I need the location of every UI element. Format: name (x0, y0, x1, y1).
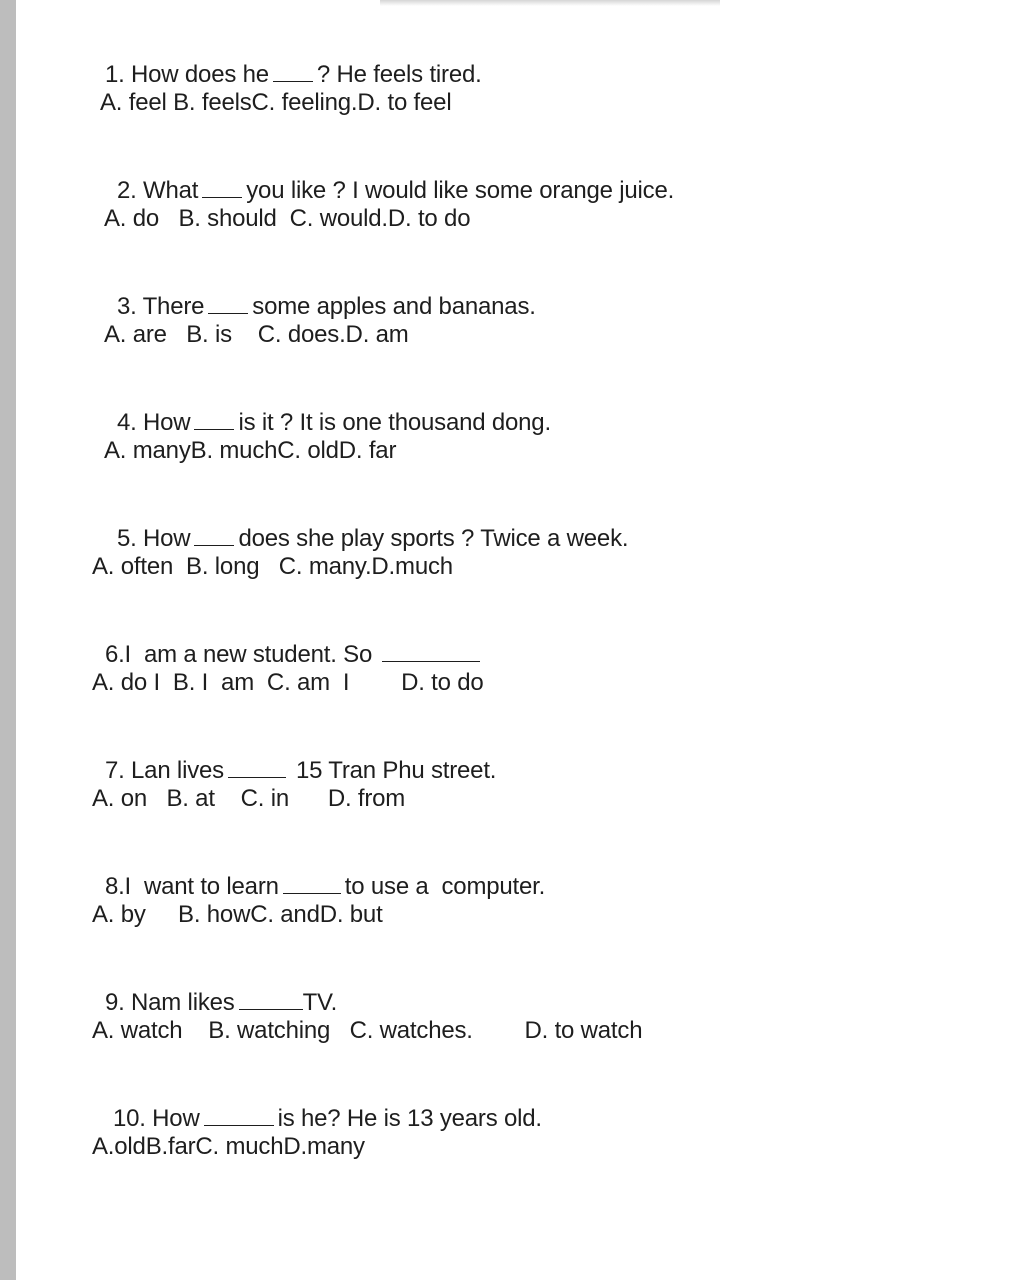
question-9-stem-after: TV. (302, 989, 338, 1016)
question-4-options: A. manyB. muchC. oldD. far (104, 437, 397, 464)
question-5-stem-before: 5. How (116, 525, 191, 552)
question-4-blank (194, 409, 234, 430)
question-1-options: A. feel B. feelsC. feeling.D. to feel (100, 89, 452, 116)
question-10-stem-after: is he? He is 13 years old. (277, 1105, 542, 1132)
question-2-options: A. do B. should C. would.D. to do (104, 205, 471, 232)
question-9-options: A. watch B. watching C. watches. D. to watch (92, 1017, 643, 1044)
question-7-stem-after: 15 Tran Phu street. (295, 757, 497, 784)
question-1-blank (273, 61, 313, 82)
question-9-stem (92, 958, 337, 1018)
question-9-blank (239, 989, 303, 1010)
question-9-stem-before: 9. Nam likes (104, 989, 235, 1016)
question-4-stem-after: is it ? It is one thousand dong. (238, 409, 551, 436)
question-5-blank (194, 525, 234, 546)
question-8-stem-before: 8.I want to learn (104, 873, 279, 900)
question-4-stem (104, 378, 551, 438)
question-3-stem-before: 3. There (116, 293, 205, 320)
question-1-stem-after: ? He feels tired. (316, 61, 482, 88)
question-7-stem-before: 7. Lan lives (104, 757, 224, 784)
question-8-stem (92, 842, 545, 902)
question-5-stem-after: does she play sports ? Twice a week. (238, 525, 629, 552)
question-1-stem-before: 1. How does he (104, 61, 269, 88)
question-7-options: A. on B. at C. in D. from (92, 785, 406, 812)
question-3-blank (208, 293, 248, 314)
question-5-stem (104, 494, 628, 554)
question-2-stem-after: you like ? I would like some orange juice. (246, 177, 675, 204)
question-5-options: A. often B. long C. many.D.much (92, 553, 453, 580)
question-7-stem (92, 726, 496, 786)
question-6-stem (92, 610, 484, 670)
question-10-stem-before: 10. How (112, 1105, 200, 1132)
question-8-stem-after: to use a computer. (344, 873, 546, 900)
question-2-blank (202, 177, 242, 198)
question-10-options: A.oldB.farC. muchD.many (92, 1133, 365, 1160)
question-6-blank (382, 641, 480, 662)
top-shadow (380, 0, 720, 6)
question-10-blank (204, 1105, 274, 1126)
question-6-stem-before: 6.I am a new student. So (104, 641, 373, 668)
question-3-stem (104, 262, 536, 322)
question-3-options: A. are B. is C. does.D. am (104, 321, 409, 348)
question-6-options: A. do I B. I am C. am I D. to do (92, 669, 484, 696)
question-2-stem (104, 146, 674, 206)
question-3-stem-after: some apples and bananas. (252, 293, 536, 320)
question-7-blank (228, 757, 286, 778)
question-4-stem-before: 4. How (116, 409, 191, 436)
question-8-options: A. by B. howC. andD. but (92, 901, 383, 928)
left-margin-strip (0, 0, 16, 1280)
question-10-stem (100, 1074, 542, 1134)
question-8-blank (283, 873, 341, 894)
question-1-stem (92, 30, 482, 90)
question-2-stem-before: 2. What (116, 177, 199, 204)
